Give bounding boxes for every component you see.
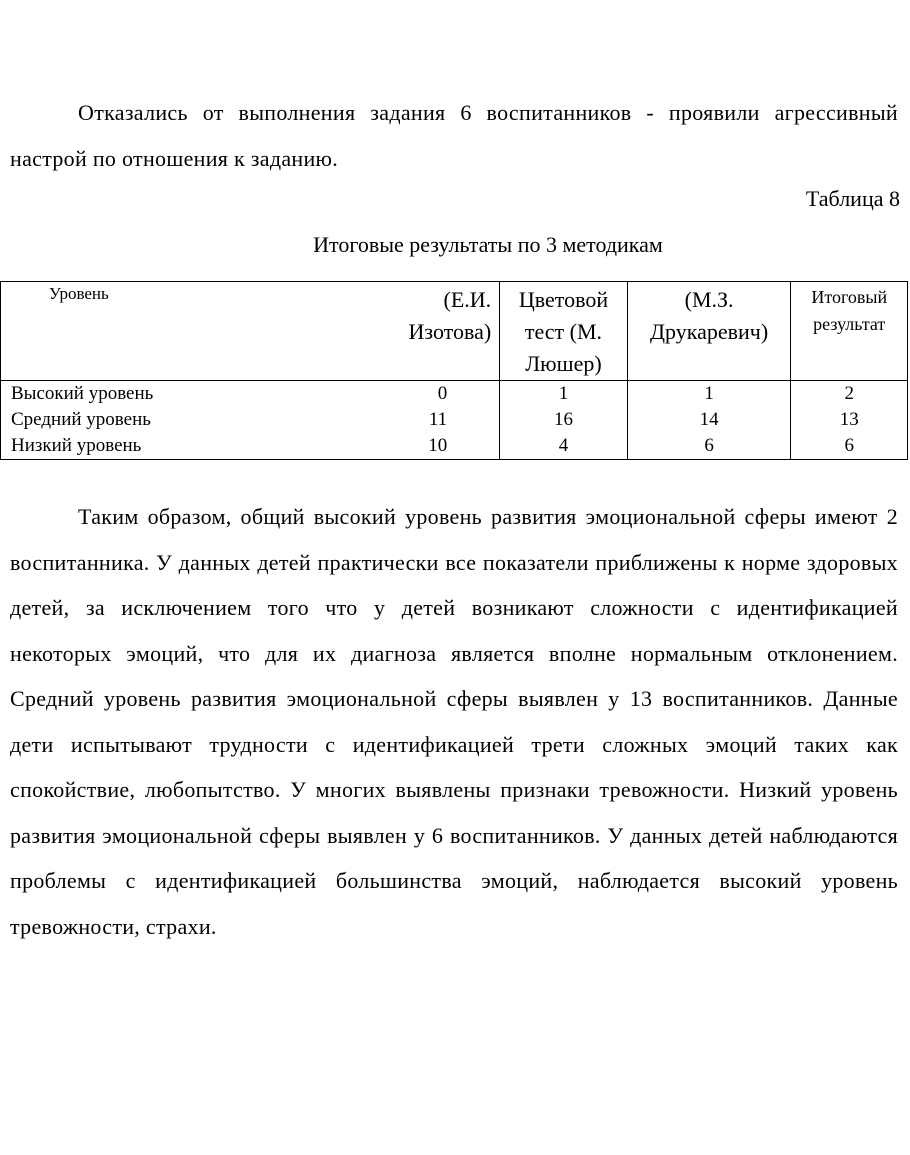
cell-izotova: 10 bbox=[387, 433, 500, 460]
conclusion-paragraph: Таким образом, общий высокий уровень развития эмоциональной сферы имеют 2 воспитанника. У данных детей практически все показатели приближены к норме здоровых детей, за исключением того что у детей возникают сложности с идентификацией некоторых эмоций, что для их диагноза является вполне нормальным отклонением. Средний уровень развития эмоциональной сферы выявлен у 13 воспитанников. Данные дети испытывают трудности с идентификацией трети сложных эмоций таких как спокойствие, любопытство. У многих выявлены признаки тревожности. Низкий уровень развития эмоциональной сферы выявлен у 6 воспитанников. У данных детей наблюдаются проблемы с идентификацией большинства эмоций, наблюдается высокий уровень тревожности, страхи. bbox=[10, 504, 898, 939]
header-izotova bbox=[387, 282, 500, 381]
table-title: Итоговые результаты по 3 методикам bbox=[313, 232, 663, 257]
row-level-label: Средний уровень bbox=[1, 407, 387, 433]
cell-luscher: 1 bbox=[500, 381, 628, 408]
table-row bbox=[1, 433, 908, 460]
cell-total: 6 bbox=[791, 433, 908, 460]
header-drukarevich bbox=[627, 282, 791, 381]
cell-luscher: 16 bbox=[500, 407, 628, 433]
intro-paragraph: Отказались от выполнения задания 6 воспитанников - проявили агрессивный настрой по отношения к заданию. bbox=[10, 100, 898, 171]
cell-total: 13 bbox=[791, 407, 908, 433]
row-level-label: Высокий уровень bbox=[1, 381, 387, 408]
header-luscher bbox=[500, 282, 628, 381]
cell-drukarevich: 14 bbox=[627, 407, 791, 433]
header-total bbox=[791, 282, 908, 381]
table-row bbox=[1, 381, 908, 408]
table-row bbox=[1, 407, 908, 433]
table-header-row bbox=[1, 282, 908, 381]
cell-luscher: 4 bbox=[500, 433, 628, 460]
header-total-text: Итоговый результат bbox=[811, 287, 888, 334]
cell-izotova: 11 bbox=[387, 407, 500, 433]
cell-drukarevich: 6 bbox=[627, 433, 791, 460]
header-luscher-text: Цветовой тест (М. Люшер) bbox=[518, 287, 609, 376]
header-drukarevich-text: (М.З. Друкаревич) bbox=[650, 287, 769, 344]
cell-total: 2 bbox=[791, 381, 908, 408]
header-level bbox=[1, 282, 387, 381]
cell-izotova: 0 bbox=[387, 381, 500, 408]
row-level-label: Низкий уровень bbox=[1, 433, 387, 460]
header-izotova-text: (Е.И. Изотова) bbox=[408, 287, 492, 344]
header-level-text: Уровень bbox=[48, 284, 109, 303]
cell-drukarevich: 1 bbox=[627, 381, 791, 408]
results-table bbox=[0, 281, 908, 460]
table-label: Таблица 8 bbox=[805, 186, 900, 211]
